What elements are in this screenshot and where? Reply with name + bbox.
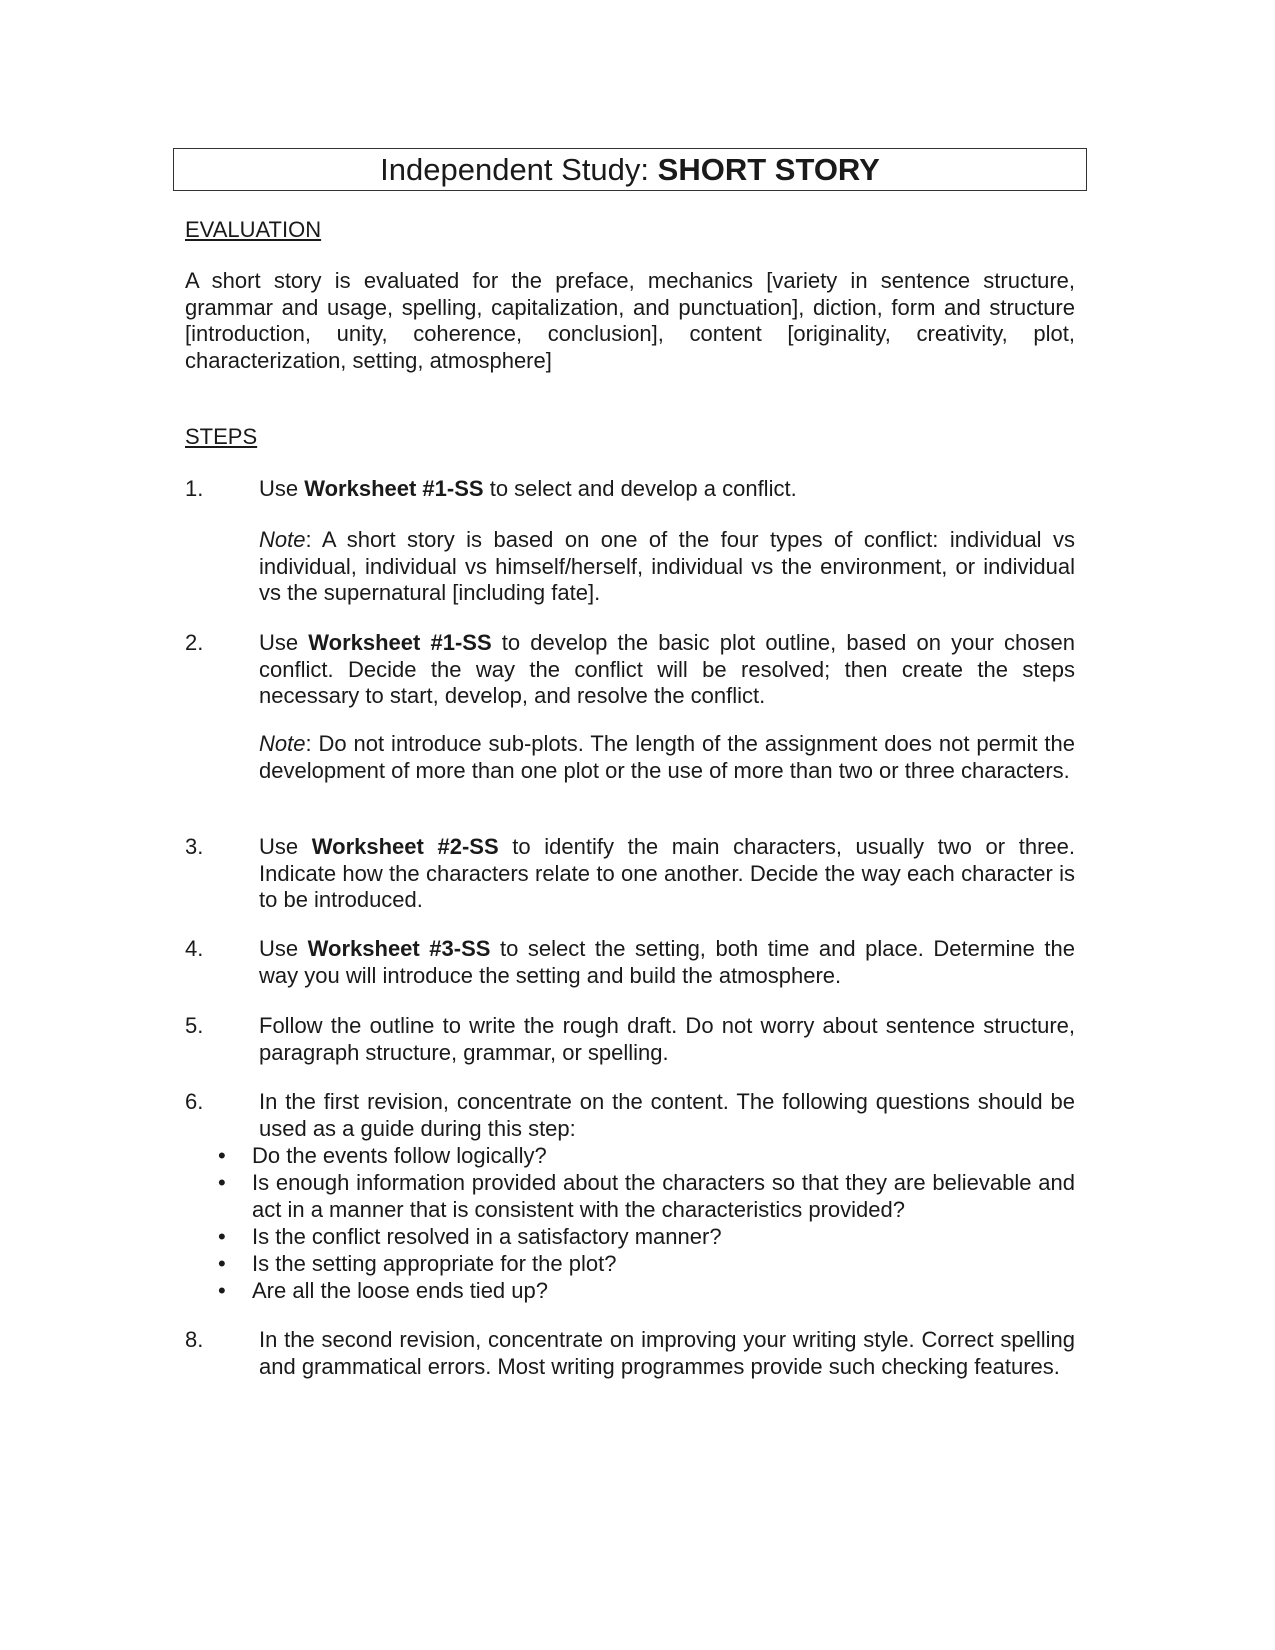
- step-text: Use Worksheet #3-SS to select the setting, both time and place. Determine the way you will introduce the setting and build the atmosphere.: [259, 936, 1075, 988]
- list-item: • Is the conflict resolved in a satisfactory manner?: [218, 1224, 722, 1249]
- title-bold: SHORT STORY: [657, 152, 880, 187]
- bullet-icon: •: [218, 1224, 226, 1249]
- bullet-icon: •: [218, 1251, 226, 1276]
- bullet-icon: •: [218, 1278, 226, 1303]
- list-item: • Is the setting appropriate for the plot?: [218, 1251, 617, 1276]
- list-item: • Do the events follow logically?: [218, 1143, 547, 1168]
- step-note: Note: A short story is based on one of the four types of conflict: individual vs individual, individual vs himself/herself, individual vs the environment, or individual vs the supernatural [including fate].: [259, 527, 1075, 605]
- step-number: 5.: [185, 1013, 204, 1038]
- list-item: • Are all the loose ends tied up?: [218, 1278, 548, 1303]
- step-number: 4.: [185, 936, 204, 961]
- title-prefix: Independent Study:: [380, 152, 658, 187]
- question-list: [214, 1142, 1075, 1304]
- step-number: 1.: [185, 476, 204, 501]
- list-item: • Is enough information provided about the characters so that they are believable and act in a manner that is consistent with the characteristics provided?: [218, 1170, 1075, 1222]
- steps-heading: STEPS: [185, 424, 258, 449]
- step-number: 8.: [185, 1327, 204, 1352]
- step-text: Follow the outline to write the rough draft. Do not worry about sentence structure, paragraph structure, grammar, or spelling.: [259, 1013, 1075, 1065]
- step-text: Use Worksheet #1-SS to select and develop a conflict.: [259, 476, 797, 501]
- step-text: In the first revision, concentrate on the content. The following questions should be used as a guide during this step:: [259, 1089, 1075, 1141]
- evaluation-text: A short story is evaluated for the preface, mechanics [variety in sentence structure, grammar and usage, spelling, capitalization, and punctuation], diction, form and structure [introduction, unity, coherence, conclusion], content [originality, creativity, plot, characterization, setting, atmosphere]: [185, 268, 1075, 373]
- page-title: [173, 148, 1087, 191]
- bullet-icon: •: [218, 1143, 226, 1168]
- step-text: Use Worksheet #1-SS to develop the basic plot outline, based on your chosen conflict. Decide the way the conflict will be resolved; then create the steps necessary to start, develop, and resolve the conflict.: [259, 630, 1075, 708]
- step-text: In the second revision, concentrate on improving your writing style. Correct spelling and grammatical errors. Most writing programmes provide such checking features.: [259, 1327, 1075, 1379]
- step-text: Use Worksheet #2-SS to identify the main characters, usually two or three. Indicate how the characters relate to one another. Decide the way each character is to be introduced.: [259, 834, 1075, 912]
- step-number: 2.: [185, 630, 204, 655]
- evaluation-heading: EVALUATION: [185, 217, 322, 242]
- step-number: 3.: [185, 834, 204, 859]
- step-number: 6.: [185, 1089, 204, 1114]
- step-note: Note: Do not introduce sub-plots. The length of the assignment does not permit the development of more than one plot or the use of more than two or three characters.: [259, 731, 1075, 783]
- bullet-icon: •: [218, 1170, 226, 1195]
